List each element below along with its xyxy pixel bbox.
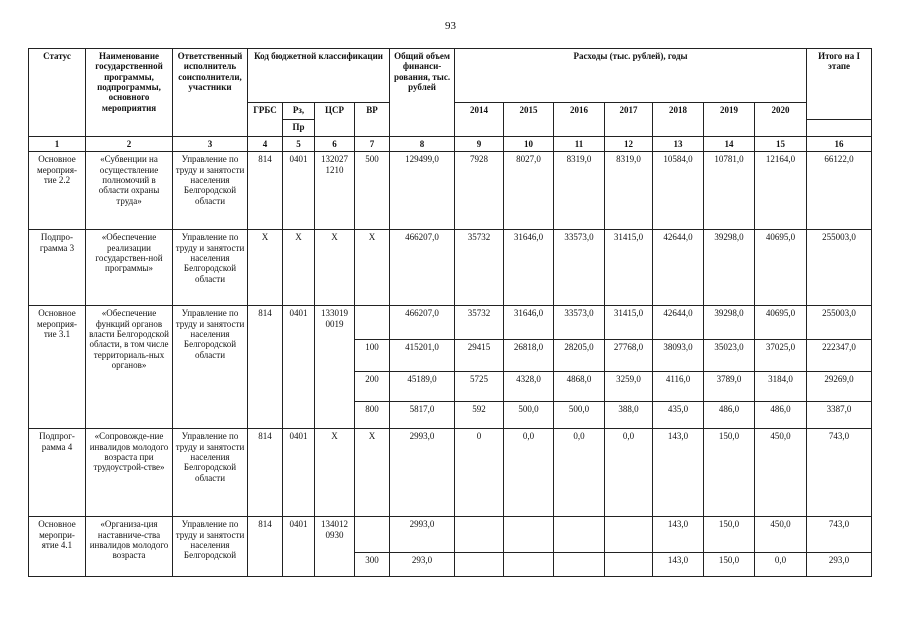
header-grbs: ГРБС	[248, 103, 283, 137]
row-y2017: 388,0	[605, 402, 653, 429]
row-y2014	[455, 517, 504, 553]
row-y2016	[554, 553, 605, 577]
col-number: 4	[248, 137, 283, 152]
row-itogo: 743,0	[807, 429, 872, 517]
row-status: Основное мероприя-тие 2.2	[29, 152, 86, 230]
col-number: 5	[283, 137, 315, 152]
row-vr: 500	[355, 152, 390, 230]
row-itogo: 255003,0	[807, 306, 872, 340]
col-number: 8	[390, 137, 455, 152]
col-number: 10	[504, 137, 554, 152]
col-number: 7	[355, 137, 390, 152]
row-csr: 133019 0019	[315, 306, 355, 429]
row-csr: X	[315, 429, 355, 517]
row-name: «Субвенции на осуществление полномочий в области охраны труда»	[86, 152, 173, 230]
row-y2015: 31646,0	[504, 230, 554, 306]
row-grbs: 814	[248, 429, 283, 517]
row-y2019: 486,0	[704, 402, 755, 429]
header-vr: ВР	[355, 103, 390, 137]
row-rz: 0401	[283, 429, 315, 517]
row-total: 2993,0	[390, 429, 455, 517]
row-y2020: 37025,0	[755, 340, 807, 372]
row-y2017: 3259,0	[605, 372, 653, 402]
row-y2014: 0	[455, 429, 504, 517]
row-y2014	[455, 553, 504, 577]
row-y2015: 8027,0	[504, 152, 554, 230]
row-y2014: 29415	[455, 340, 504, 372]
row-name: «Сопровожде-ние инвалидов молодого возраста при трудоустрой-стве»	[86, 429, 173, 517]
row-rz: 0401	[283, 152, 315, 230]
header-itogo: Итого на I этапе	[807, 49, 872, 120]
row-executor: Управление по труду и занятости населения Белгородской области	[173, 306, 248, 429]
row-vr	[355, 517, 390, 553]
row-rz: 0401	[283, 306, 315, 429]
row-vr: 300	[355, 553, 390, 577]
row-y2016	[554, 517, 605, 553]
col-number: 2	[86, 137, 173, 152]
row-y2020: 40695,0	[755, 230, 807, 306]
row-y2018: 4116,0	[653, 372, 704, 402]
row-y2016: 33573,0	[554, 230, 605, 306]
row-vr: 200	[355, 372, 390, 402]
row-y2018: 143,0	[653, 429, 704, 517]
row-y2015	[504, 553, 554, 577]
row-vr: X	[355, 230, 390, 306]
header-year-2017: 2017	[605, 103, 653, 137]
col-number: 6	[315, 137, 355, 152]
row-vr: 800	[355, 402, 390, 429]
row-name: «Организа-ция наставниче-ства инвалидов молодого возраста	[86, 517, 173, 577]
col-number: 3	[173, 137, 248, 152]
row-total: 466207,0	[390, 230, 455, 306]
header-program: Наименование государственной программы, подпрограммы, основного мероприятия	[86, 49, 173, 137]
row-y2020: 486,0	[755, 402, 807, 429]
row-y2019: 39298,0	[704, 306, 755, 340]
row-y2018: 42644,0	[653, 230, 704, 306]
row-y2019: 3789,0	[704, 372, 755, 402]
row-y2017: 31415,0	[605, 306, 653, 340]
header-itogo-blank	[807, 120, 872, 137]
row-y2017: 8319,0	[605, 152, 653, 230]
row-itogo: 3387,0	[807, 402, 872, 429]
col-number: 9	[455, 137, 504, 152]
row-y2017: 27768,0	[605, 340, 653, 372]
col-number: 15	[755, 137, 807, 152]
row-itogo: 29269,0	[807, 372, 872, 402]
row-executor: Управление по труду и занятости населения Белгородской области	[173, 152, 248, 230]
row-y2014: 5725	[455, 372, 504, 402]
header-year-2019: 2019	[704, 103, 755, 137]
row-y2020: 12164,0	[755, 152, 807, 230]
row-y2015: 4328,0	[504, 372, 554, 402]
header-csr: ЦСР	[315, 103, 355, 137]
row-y2016: 500,0	[554, 402, 605, 429]
row-status: Основное мероприя-тие 3.1	[29, 306, 86, 429]
header-year-2020: 2020	[755, 103, 807, 137]
row-status: Подпро-грамма 3	[29, 230, 86, 306]
row-y2017: 31415,0	[605, 230, 653, 306]
row-executor: Управление по труду и занятости населения Белгородской	[173, 517, 248, 577]
row-y2019: 150,0	[704, 553, 755, 577]
row-y2020: 450,0	[755, 429, 807, 517]
row-itogo: 66122,0	[807, 152, 872, 230]
row-rz: 0401	[283, 517, 315, 577]
row-grbs: 814	[248, 306, 283, 429]
row-y2018: 143,0	[653, 553, 704, 577]
col-number: 11	[554, 137, 605, 152]
row-total: 293,0	[390, 553, 455, 577]
row-y2016: 28205,0	[554, 340, 605, 372]
col-number: 1	[29, 137, 86, 152]
row-csr: X	[315, 230, 355, 306]
row-y2016: 0,0	[554, 429, 605, 517]
row-vr: X	[355, 429, 390, 517]
row-itogo: 222347,0	[807, 340, 872, 372]
row-y2017: 0,0	[605, 429, 653, 517]
row-y2018: 10584,0	[653, 152, 704, 230]
row-total: 129499,0	[390, 152, 455, 230]
row-grbs: X	[248, 230, 283, 306]
row-vr	[355, 306, 390, 340]
row-y2014: 35732	[455, 230, 504, 306]
row-y2015	[504, 517, 554, 553]
row-total: 466207,0	[390, 306, 455, 340]
row-total: 5817,0	[390, 402, 455, 429]
row-total: 2993,0	[390, 517, 455, 553]
row-grbs: 814	[248, 517, 283, 577]
row-y2019: 150,0	[704, 517, 755, 553]
row-y2015: 31646,0	[504, 306, 554, 340]
row-y2018: 38093,0	[653, 340, 704, 372]
col-number: 14	[704, 137, 755, 152]
row-y2019: 35023,0	[704, 340, 755, 372]
row-executor: Управление по труду и занятости населения Белгородской области	[173, 429, 248, 517]
row-itogo: 255003,0	[807, 230, 872, 306]
page-number: 93	[445, 20, 456, 32]
row-csr: 132027 1210	[315, 152, 355, 230]
row-y2016: 4868,0	[554, 372, 605, 402]
header-rz: Рз,	[283, 103, 315, 120]
row-name: «Обеспечение функций органов власти Белгородской области, в том числе территориаль-ных органов»	[86, 306, 173, 429]
row-y2017	[605, 553, 653, 577]
row-y2017	[605, 517, 653, 553]
row-y2020: 3184,0	[755, 372, 807, 402]
row-status: Подпрог-рамма 4	[29, 429, 86, 517]
row-y2019: 150,0	[704, 429, 755, 517]
row-y2014: 35732	[455, 306, 504, 340]
row-executor: Управление по труду и занятости населения Белгородской области	[173, 230, 248, 306]
row-itogo: 293,0	[807, 553, 872, 577]
row-itogo: 743,0	[807, 517, 872, 553]
row-vr: 100	[355, 340, 390, 372]
row-total: 45189,0	[390, 372, 455, 402]
header-pr: Пр	[283, 120, 315, 137]
header-year-2015: 2015	[504, 103, 554, 137]
row-name: «Обеспечение реализации государствен-ной программы»	[86, 230, 173, 306]
col-number: 13	[653, 137, 704, 152]
budget-table	[28, 48, 872, 577]
row-y2019: 39298,0	[704, 230, 755, 306]
header-total: Общий объем финанси-рования, тыс. рублей	[390, 49, 455, 137]
row-y2014: 592	[455, 402, 504, 429]
row-grbs: 814	[248, 152, 283, 230]
header-year-2016: 2016	[554, 103, 605, 137]
row-status: Основное меропри-ятие 4.1	[29, 517, 86, 577]
row-y2019: 10781,0	[704, 152, 755, 230]
header-code: Код бюджетной классификации	[248, 49, 390, 103]
row-y2020: 450,0	[755, 517, 807, 553]
header-executor: Ответственный исполнитель соисполнители, участники	[173, 49, 248, 137]
row-y2018: 143,0	[653, 517, 704, 553]
row-y2015: 500,0	[504, 402, 554, 429]
row-y2015: 0,0	[504, 429, 554, 517]
row-rz: X	[283, 230, 315, 306]
row-y2018: 42644,0	[653, 306, 704, 340]
header-year-2014: 2014	[455, 103, 504, 137]
row-csr: 134012 0930	[315, 517, 355, 577]
col-number: 16	[807, 137, 872, 152]
row-y2016: 33573,0	[554, 306, 605, 340]
row-y2014: 7928	[455, 152, 504, 230]
row-y2020: 40695,0	[755, 306, 807, 340]
header-year-2018: 2018	[653, 103, 704, 137]
row-total: 415201,0	[390, 340, 455, 372]
header-status: Статус	[29, 49, 86, 137]
row-y2016: 8319,0	[554, 152, 605, 230]
header-expenses: Расходы (тыс. рублей), годы	[455, 49, 807, 103]
row-y2020: 0,0	[755, 553, 807, 577]
row-y2015: 26818,0	[504, 340, 554, 372]
col-number: 12	[605, 137, 653, 152]
row-y2018: 435,0	[653, 402, 704, 429]
